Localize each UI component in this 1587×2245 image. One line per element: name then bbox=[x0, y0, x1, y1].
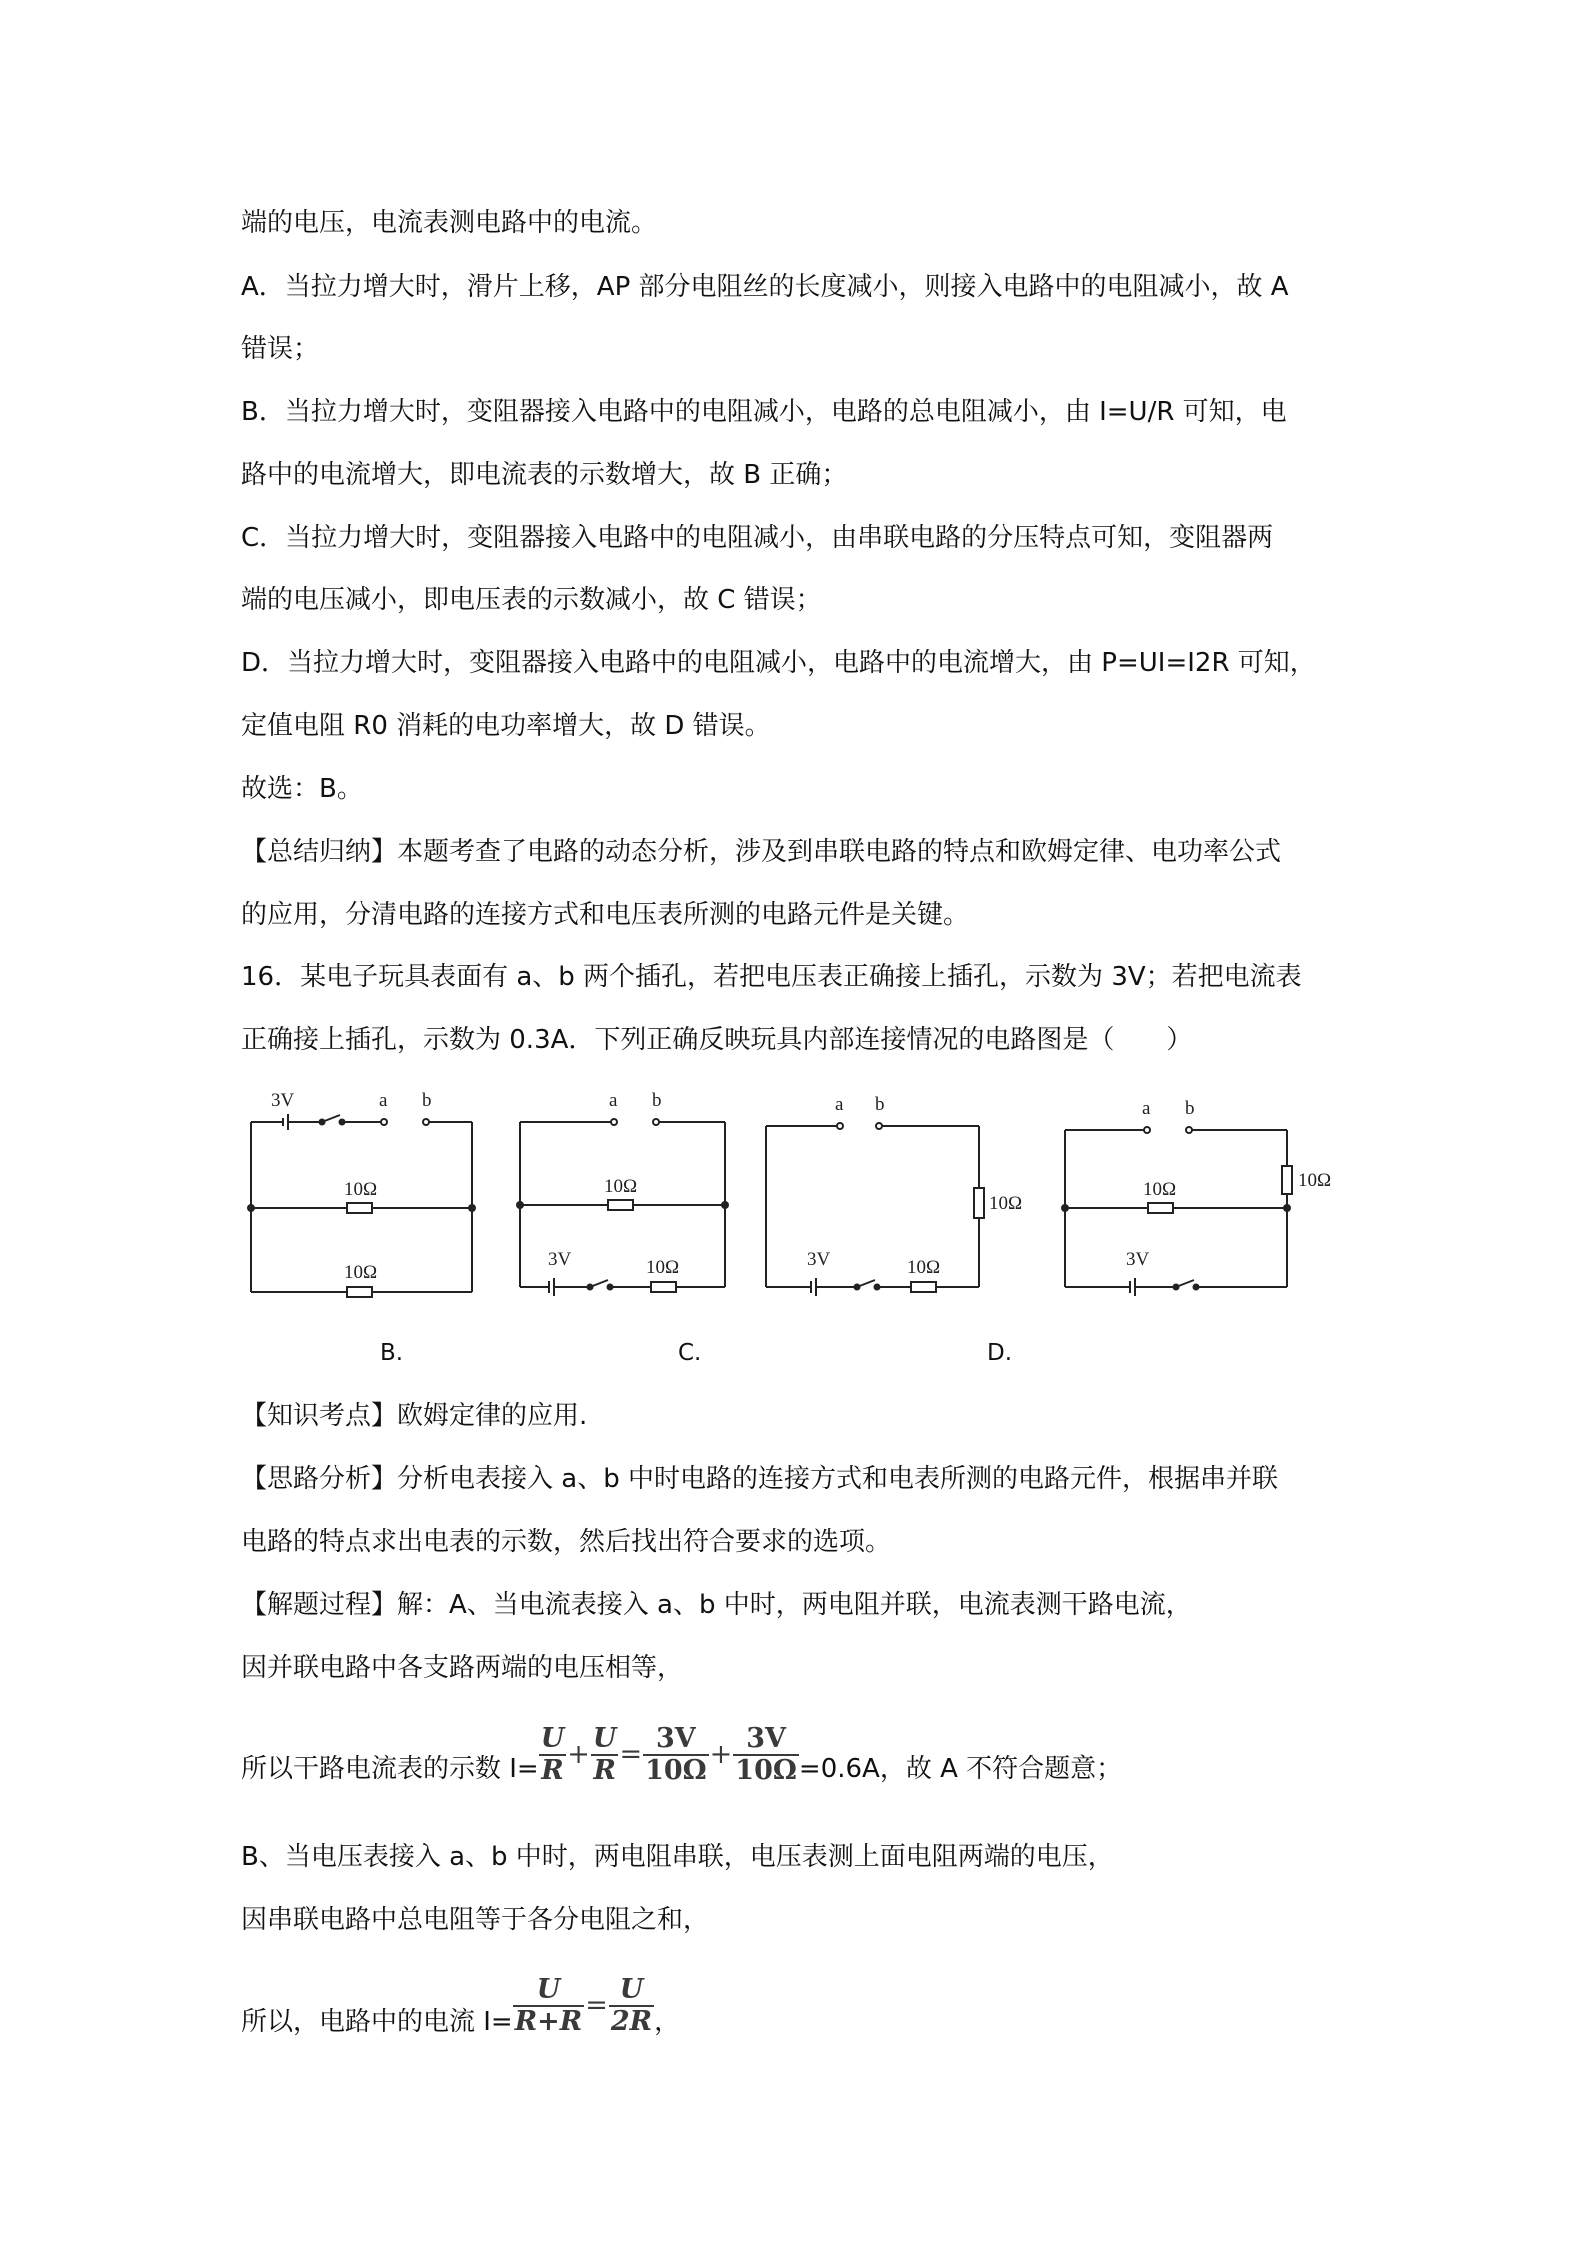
text-line: 端的电压减小，即电压表的示数减小，故 C 错误； bbox=[241, 585, 822, 615]
text-line: 故选：B。 bbox=[241, 774, 363, 804]
solution-line: 【解题过程】解：A、当电流表接入 a、b 中时，两电阻并联，电流表测干路电流， bbox=[241, 1590, 1192, 1620]
circuit-diagram-d bbox=[1062, 1098, 1331, 1296]
fraction-u-over-r-plus-r: $\frac{U}{R+R}$ bbox=[514, 1973, 583, 2037]
figure-label-c: C. bbox=[678, 1340, 702, 1366]
formula-line-2 bbox=[241, 1965, 680, 2046]
battery-label: 3V bbox=[807, 1249, 831, 1270]
text-line: 错误； bbox=[241, 334, 320, 364]
terminal-b-label: b bbox=[875, 1094, 885, 1115]
terminal-a-label: a bbox=[835, 1094, 844, 1115]
terminal-b-label: b bbox=[422, 1090, 432, 1111]
text-line: D．当拉力增大时，变阻器接入电路中的电阻减小，电路中的电流增大，由 P=UI=I2R 可知， bbox=[241, 648, 1316, 678]
question-line: 16．某电子玩具表面有 a、b 两个插孔，若把电压表正确接上插孔，示数为 3V；若把电流表 bbox=[241, 962, 1302, 992]
equals-sign: = bbox=[619, 1738, 643, 1770]
terminal-b-label: b bbox=[1185, 1098, 1195, 1119]
battery-label: 3V bbox=[1126, 1249, 1150, 1270]
resistor-label: 10Ω bbox=[646, 1257, 680, 1278]
knowledge-point-line: 【知识考点】欧姆定律的应用. bbox=[241, 1401, 588, 1431]
fraction-3v-over-10ohm: $\frac{3V}{10\Omega}$ bbox=[645, 1722, 707, 1786]
battery-label: 3V bbox=[271, 1090, 295, 1111]
circuit-diagrams bbox=[236, 1082, 1332, 1302]
summary-line: 【总结归纳】本题考查了电路的动态分析，涉及到串联电路的特点和欧姆定律、电功率公式 bbox=[241, 837, 1282, 867]
text-line: A．当拉力增大时，滑片上移，AP 部分电阻丝的长度减小，则接入电路中的电阻减小，故 A bbox=[241, 272, 1289, 302]
circuit-diagram-a bbox=[248, 1090, 475, 1297]
fraction-3v-over-10ohm: $\frac{3V}{10\Omega}$ bbox=[735, 1722, 797, 1786]
analysis-line: 电路的特点求出电表的示数，然后找出符合要求的选项。 bbox=[241, 1527, 892, 1557]
resistor-label: 10Ω bbox=[1143, 1179, 1177, 1200]
plus-sign: + bbox=[709, 1738, 733, 1770]
fraction-u-over-r: $\frac{U}{R}$ bbox=[540, 1722, 565, 1786]
formula-suffix: =0.6A，故 A 不符合题意； bbox=[798, 1753, 1123, 1784]
solution-line: B、当电压表接入 a、b 中时，两电阻串联，电压表测上面电阻两端的电压， bbox=[241, 1842, 1114, 1872]
terminal-a-label: a bbox=[379, 1090, 388, 1111]
solution-line: 因并联电路中各支路两端的电压相等， bbox=[241, 1653, 684, 1683]
terminal-b-label: b bbox=[652, 1090, 662, 1111]
formula-prefix: 所以干路电流表的示数 I= bbox=[241, 1753, 539, 1784]
formula-line-1 bbox=[241, 1714, 1122, 1795]
text-line: 定值电阻 R0 消耗的电功率增大，故 D 错误。 bbox=[241, 711, 771, 741]
terminal-a-label: a bbox=[609, 1090, 618, 1111]
fraction-u-over-2r: $\frac{U}{2R}$ bbox=[610, 1973, 653, 2037]
text-line: C．当拉力增大时，变阻器接入电路中的电阻减小，由串联电路的分压特点可知，变阻器两 bbox=[241, 523, 1274, 553]
resistor-label: 10Ω bbox=[344, 1179, 378, 1200]
fraction-u-over-r: $\frac{U}{R}$ bbox=[592, 1722, 617, 1786]
formula-prefix: 所以，电路中的电流 I= bbox=[241, 2006, 513, 2037]
resistor-label: 10Ω bbox=[989, 1193, 1023, 1214]
circuit-diagram-c bbox=[766, 1094, 1022, 1296]
text-line: 路中的电流增大，即电流表的示数增大，故 B 正确； bbox=[241, 460, 848, 490]
circuit-diagram-b bbox=[517, 1090, 728, 1296]
question-line: 正确接上插孔，示数为 0.3A．下列正确反映玩具内部连接情况的电路图是（ ） bbox=[241, 1025, 1193, 1055]
text-line: B．当拉力增大时，变阻器接入电路中的电阻减小，电路的总电阻减小，由 I=U/R 可知，电 bbox=[241, 397, 1287, 427]
analysis-line: 【思路分析】分析电表接入 a、b 中时电路的连接方式和电表所测的电路元件，根据串并联 bbox=[241, 1464, 1278, 1494]
plus-sign: + bbox=[567, 1738, 590, 1770]
terminal-a-label: a bbox=[1142, 1098, 1151, 1119]
summary-line: 的应用，分清电路的连接方式和电压表所测的电路元件是关键。 bbox=[241, 900, 970, 930]
battery-label: 3V bbox=[548, 1249, 572, 1270]
formula-suffix: ， bbox=[654, 2006, 681, 2037]
resistor-label: 10Ω bbox=[1298, 1170, 1332, 1191]
equals-sign: = bbox=[585, 1989, 608, 2021]
resistor-label: 10Ω bbox=[604, 1176, 638, 1197]
figure-label-b: B. bbox=[380, 1340, 404, 1366]
solution-line: 因串联电路中总电阻等于各分电阻之和， bbox=[241, 1905, 710, 1935]
resistor-label: 10Ω bbox=[907, 1257, 941, 1278]
text-line: 端的电压，电流表测电路中的电流。 bbox=[241, 208, 658, 238]
resistor-label: 10Ω bbox=[344, 1262, 378, 1283]
figure-label-d: D. bbox=[987, 1340, 1013, 1366]
